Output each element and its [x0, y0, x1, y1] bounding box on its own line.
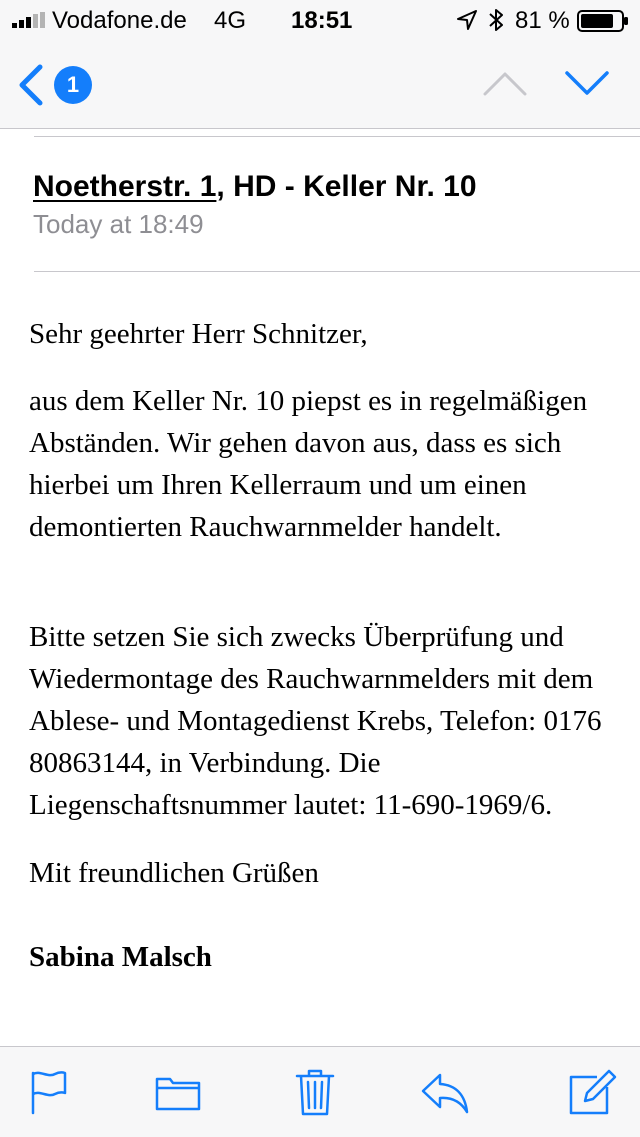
email-subject: [33, 170, 477, 204]
move-to-folder-button[interactable]: [153, 1067, 203, 1117]
bluetooth-icon: [489, 8, 503, 32]
email-date: Today at 18:49: [33, 209, 204, 239]
subject-rest: , HD - Keller Nr. 10: [216, 170, 477, 203]
flag-button[interactable]: [24, 1067, 74, 1117]
navigation-bar: [0, 40, 640, 129]
compose-button[interactable]: [567, 1067, 617, 1117]
next-message-button[interactable]: [564, 68, 610, 98]
bottom-toolbar: [0, 1046, 640, 1137]
email-paragraph: aus dem Keller Nr. 10 piepst es in regelmäßigen Abständen. Wir gehen davon aus, dass es sich hierbei um Ihren Kellerraum und um einen demontierten Rauchwarnmelder handelt.: [29, 385, 588, 543]
reply-button[interactable]: [420, 1067, 470, 1117]
folder-icon: [153, 1067, 203, 1117]
email-signature: Sabina Malsch: [29, 941, 212, 973]
header-separator: [34, 271, 640, 272]
delete-button[interactable]: [290, 1067, 340, 1117]
chevron-left-icon: [16, 64, 44, 106]
reply-icon: [420, 1067, 470, 1117]
email-paragraph: Bitte setzen Sie sich zwecks Überprüfung und Wiedermontage des Rauchwarnmelders mit dem Ablese- und Montagedienst Krebs, Telefon: 0176 80863144, in Verbindung. Die Liegenschaftsnummer lautet: 11-690-1969/6.: [29, 621, 602, 821]
status-bar: [0, 0, 640, 40]
subject-address-link[interactable]: Noetherstr. 1: [33, 170, 217, 203]
email-greeting: Sehr geehrter Herr Schnitzer,: [29, 318, 368, 350]
unread-count-badge: 1: [54, 66, 92, 104]
carrier-name: Vodafone.de: [52, 7, 187, 34]
email-closing: Mit freundlichen Grüßen: [29, 857, 319, 889]
back-button[interactable]: [12, 60, 98, 110]
location-icon: [457, 10, 477, 30]
clock: 18:51: [291, 7, 353, 34]
compose-icon: [567, 1067, 617, 1117]
previous-message-button[interactable]: [482, 68, 528, 98]
network-type: 4G: [214, 7, 247, 34]
flag-icon: [24, 1067, 74, 1117]
trash-icon: [290, 1067, 340, 1117]
battery-icon: [577, 10, 629, 32]
signal-icon: [12, 12, 46, 28]
battery-percentage: 81 %: [515, 7, 570, 34]
separator: [34, 136, 640, 137]
